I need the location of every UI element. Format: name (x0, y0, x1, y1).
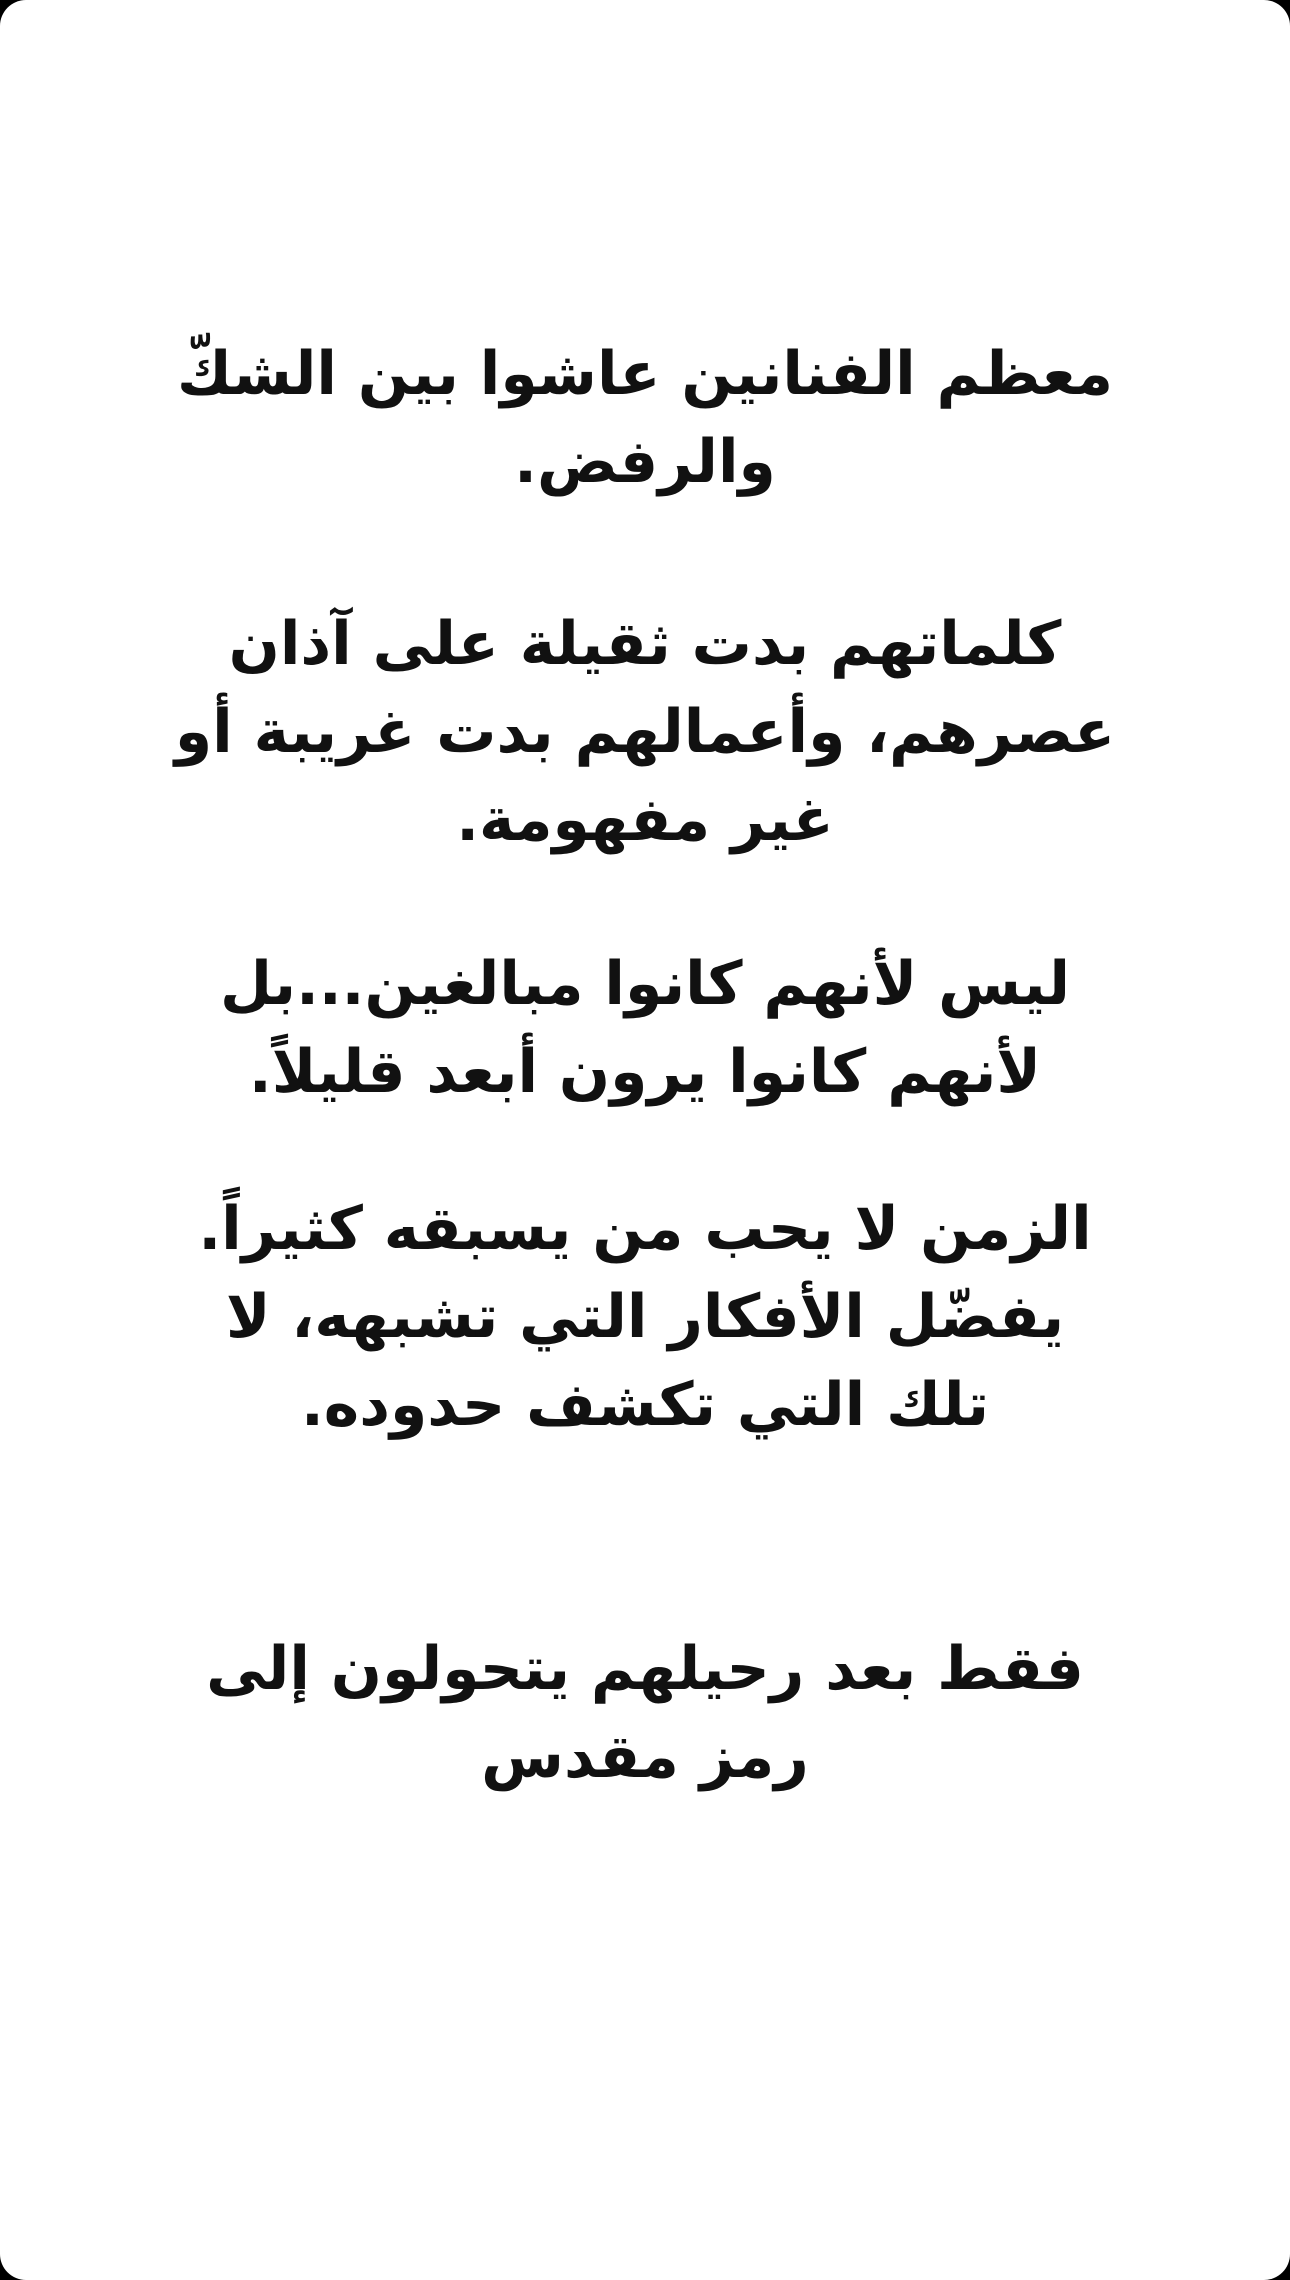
text-line: كلماتهم بدت ثقيلة على آذان (228, 609, 1062, 679)
paragraph-2 (150, 600, 1140, 864)
text-line: غير مفهومة. (456, 785, 834, 855)
text-line: يفضّل الأفكار التي تشبهه، لا (225, 1282, 1065, 1352)
paragraph-3 (150, 940, 1140, 1116)
text-line: لأنهم كانوا يرون أبعد قليلاً. (248, 1037, 1042, 1107)
text-line: معظم الفنانين عاشوا بين الشكّ (176, 339, 1114, 409)
text-line: تلك التي تكشف حدوده. (301, 1370, 989, 1440)
paragraph-1 (150, 330, 1140, 506)
text-line: ليس لأنهم كانوا مبالغين...بل (219, 949, 1071, 1019)
paragraph-4 (150, 1185, 1140, 1449)
paragraph-5 (150, 1625, 1140, 1801)
text-line: فقط بعد رحيلهم يتحولون إلى (206, 1634, 1084, 1704)
text-line: عصرهم، وأعمالهم بدت غريبة أو (174, 697, 1116, 767)
text-line: الزمن لا يحب من يسبقه كثيراً. (198, 1194, 1092, 1264)
text-line: والرفض. (514, 427, 776, 497)
text-line: رمز مقدس (481, 1722, 809, 1792)
